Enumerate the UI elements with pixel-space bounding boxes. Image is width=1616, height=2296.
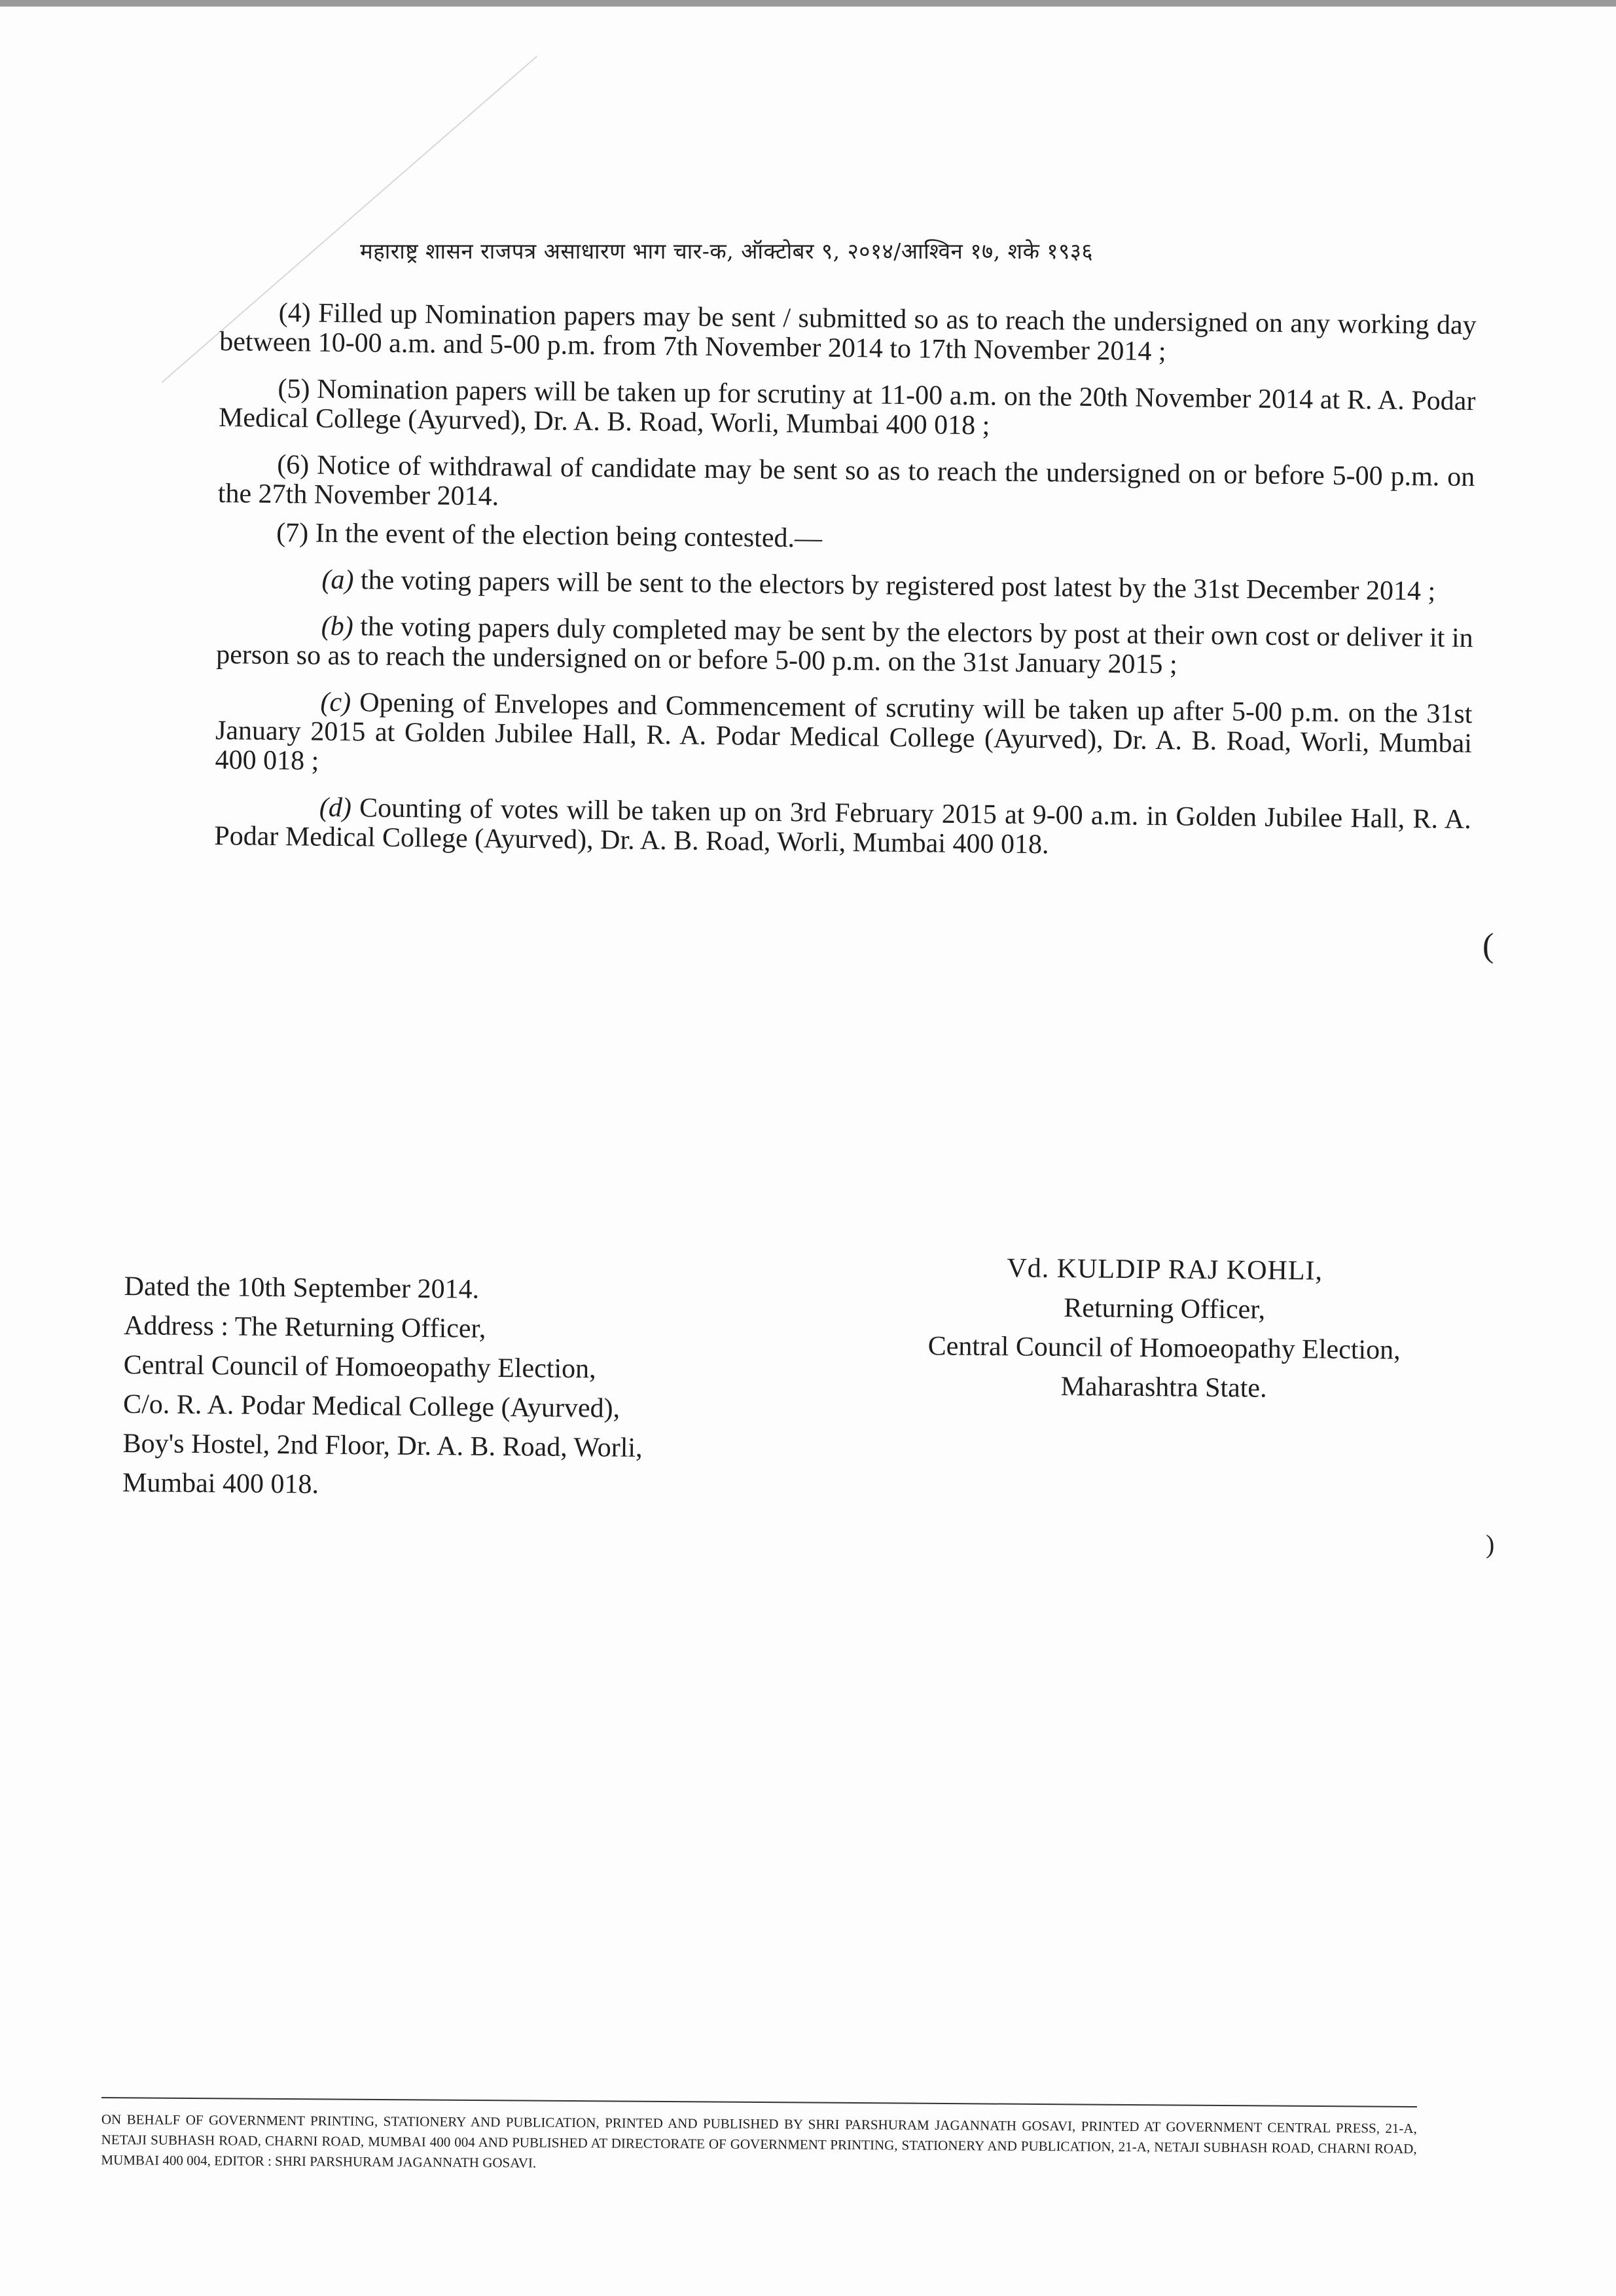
paragraph-7: (7) In the event of the election being contested.—	[276, 517, 823, 554]
signatory-name: Vd. KULDIP RAJ KOHLI,	[1007, 1253, 1323, 1286]
printer-imprint: ON BEHALF OF GOVERNMENT PRINTING, STATIONERY AND PUBLICATION, PRINTED AND PUBLISHED BY SHRI PARSHURAM JAGANNATH GOSAVI, PRINTED AT GOVERNMENT CENTRAL PRESS, 21-A, NETAJI SUBHASH ROAD, CHARNI ROAD, MUMBAI 400 004 AND PUBLISHED AT DIRECTORATE OF GOVERNMENT PRINTING, STATIONERY AND PUBLICATION, 21-A, NETAJI SUBHASH ROAD, CHARNI ROAD, MUMBAI 400 004, EDITOR : SHRI PARSHURAM JAGANNATH GOSAVI.	[101, 2111, 1417, 2171]
sub-item-marker: (a)	[321, 564, 354, 596]
sub-item-c	[215, 687, 1472, 788]
address-line: Central Council of Homoeopathy Election,	[123, 1349, 596, 1385]
dated-line: Dated the 10th September 2014.	[124, 1271, 480, 1305]
sub-item-marker: (d)	[319, 792, 352, 824]
address-line: C/o. R. A. Podar Medical College (Ayurved),	[122, 1389, 620, 1424]
scan-edge	[0, 0, 1616, 7]
signatory-block	[836, 1247, 1492, 1410]
gazette-header: महाराष्ट्र शासन राजपत्र असाधारण भाग चार-क, ऑक्टोबर ९, २०१४/आश्विन १७, शके १९३६	[360, 238, 1094, 264]
sub-item-marker: (b)	[321, 611, 353, 642]
sub-item-d	[214, 792, 1471, 864]
address-line: Address : The Returning Officer,	[124, 1310, 486, 1344]
address-line: Boy's Hostel, 2nd Floor, Dr. A. B. Road, Worli,	[122, 1428, 643, 1463]
notice-body	[214, 298, 1477, 881]
sub-item-text: the voting papers will be sent to the electors by registered post latest by the 31st December 2014 ;	[353, 565, 1436, 607]
sub-item-b	[216, 611, 1473, 683]
signatory-designation: Returning Officer,	[1064, 1293, 1266, 1325]
address-block	[122, 1267, 844, 1509]
sub-item-a	[217, 564, 1473, 607]
paragraph-5: (5) Nomination papers will be taken up for scrutiny at 11-00 a.m. on the 20th November 2014 at R. A. Podar Medical College (Ayurved), Dr. A. B. Road, Worli, Mumbai 400 018 ;	[218, 373, 1476, 441]
signatory-council: Central Council of Homoeopathy Election,	[927, 1331, 1401, 1366]
sub-item-marker: (c)	[320, 687, 351, 718]
paragraph-6: (6) Notice of withdrawal of candidate may be sent so as to reach the undersigned on or before 5-00 p.m. on the 27th November 2014.	[217, 449, 1475, 512]
paragraph-4: (4) Filled up Nomination papers may be sent / submitted so as to reach the undersigned on any working day between 10-00 a.m. and 5-00 p.m. from 7th November 2014 to 17th November 2014 ;	[219, 297, 1477, 367]
scan-speck: (	[1482, 927, 1494, 964]
sub-item-text: the voting papers duly completed may be sent by the electors by post at their own cost or deliver it in person so as to reach the undersigned on or before 5-00 p.m. on the 31st January 2015 ;	[216, 611, 1473, 680]
sub-item-text: Counting of votes will be taken up on 3rd February 2015 at 9-00 a.m. in Golden Jubilee Hall, R. A. Podar Medical College (Ayurved), Dr. A. B. Road, Worli, Mumbai 400 018.	[214, 793, 1471, 860]
signatory-state: Maharashtra State.	[1060, 1371, 1267, 1404]
footer-divider	[101, 2097, 1417, 2107]
scan-speck: )	[1486, 1529, 1495, 1559]
address-line: Mumbai 400 018.	[122, 1467, 319, 1500]
sub-item-text: Opening of Envelopes and Commencement of scrutiny will be taken up after 5-00 p.m. on the 31st January 2015 at Golden Jubilee Hall, R. A. Podar Medical College (Ayurved), Dr. A. B. Road, Worli, Mumbai 400 018 ;	[215, 687, 1473, 776]
